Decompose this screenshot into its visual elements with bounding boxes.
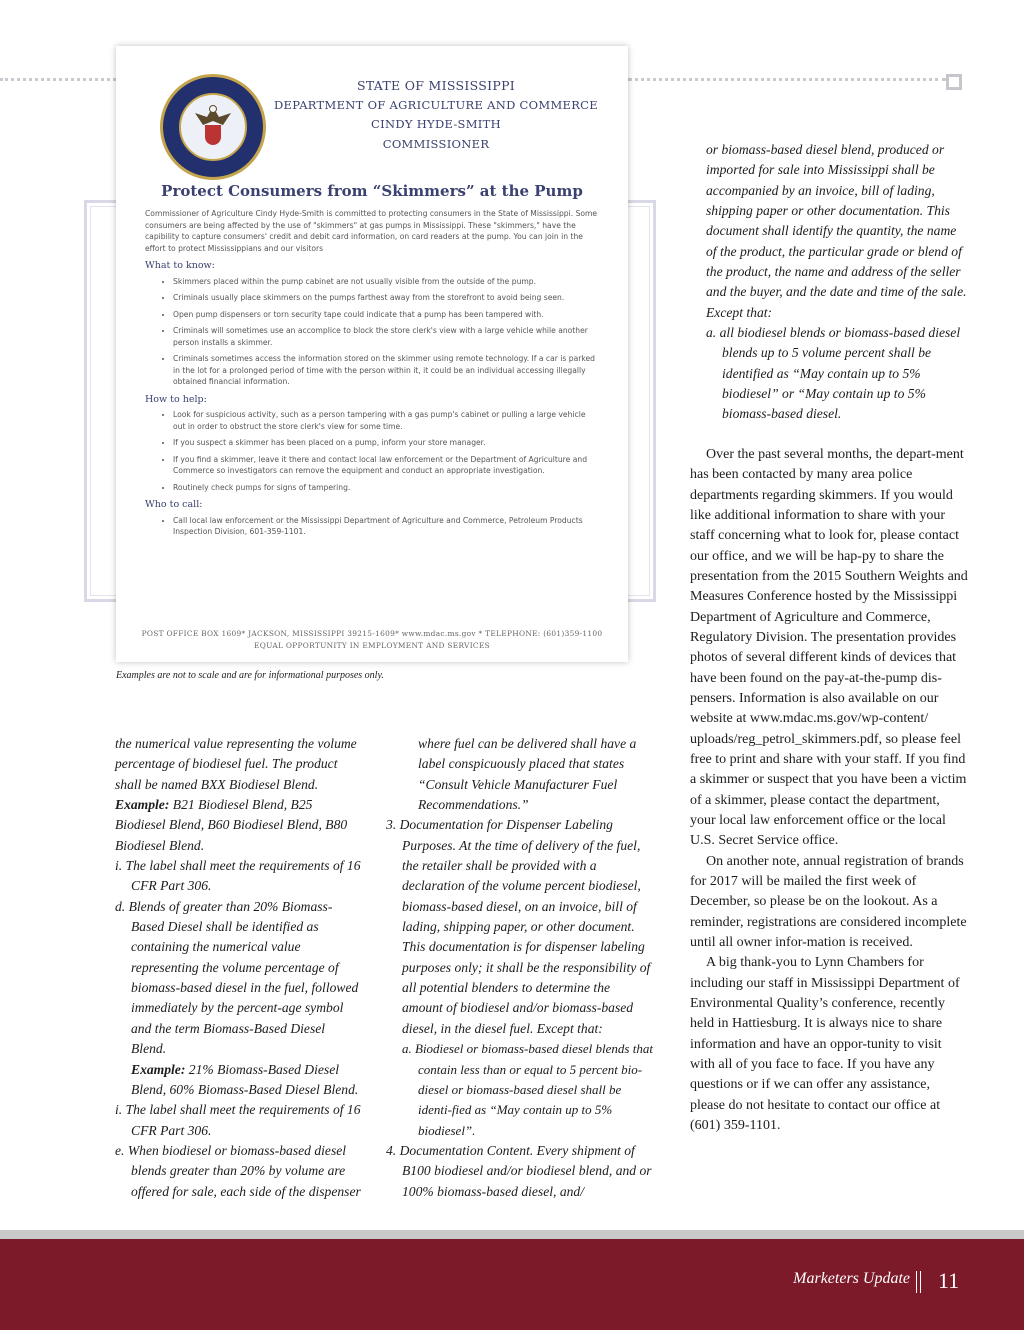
flyer-header-line: STATE OF MISSISSIPPI <box>356 78 516 93</box>
col2-paragraph: where fuel can be delivered shall have a label conspicuously placed that states “Consult Vehicle Manufacturer Fuel Recommendations.” <box>418 736 637 813</box>
flyer-header <box>266 76 606 154</box>
col3-paragraph: Over the past several months, the depart-ment has been contacted by many area police departments regarding skimmers. If you would like additional information to share with your staff concerning what to look for, please contact our office, and we will be hap-py to share the presentation from the 2015 Southern Weights and Measures Conference hosted by the Mississippi Department of Agriculture and Commerce, Regulatory Division. The presentation provides photos of several different kinds of devices that have been found on the pay-at-the-pump dis-pensers. Information is also available on our website at www.mdac.ms.gov/wp-content/ uploads/reg_petrol_skimmers.pdf, so please feel free to print and share with your staff. If you find a skimmer or suspect that you have been a victim of a skimmer, please contact the department, your local law enforcement office or the local U.S. Secret Service office. <box>690 446 968 849</box>
col1-example <box>115 1060 361 1101</box>
seal-shield <box>205 125 221 145</box>
list-item: • Criminals will sometimes use an accomplice to block the store clerk's view with a large vehicle while another person installs a skimmer. <box>173 325 599 348</box>
page-number: 11 <box>938 1268 960 1293</box>
column-3 <box>690 140 968 1137</box>
col1-item-e: e. When biodiesel or biomass-based diesel blends greater than 20% by volume are offered for sale, each side of the dispenser <box>115 1142 361 1199</box>
col2-item-3a: a. Biodiesel or biomass-based diesel blends that contain less than or equal to 5 percent bio-diesel or biomass-based diesel shall be identi-fied as “May contain up to 5% biodiesel”. <box>402 1041 653 1138</box>
flyer-header-line: COMMISSIONER <box>382 136 490 151</box>
example-text: 21% Biomass-Based Diesel Blend, 60% Biomass-Based Diesel Blend. <box>131 1061 359 1097</box>
flyer-footer <box>116 628 628 651</box>
col2-item-4: 4. Documentation Content. Every shipment of B100 biodiesel and/or biodiesel blend, and or 100% biomass-based diesel, and/ <box>386 1142 652 1199</box>
state-seal-icon <box>160 74 266 180</box>
flyer-title: Protect Consumers from “Skimmers” at the Pump <box>161 182 583 200</box>
flyer-footer-line: POST OFFICE BOX 1609* JACKSON, MISSISSIPPI 39215-1609* www.mdac.ms.gov * TELEPHONE: (601)359-1100 <box>141 629 603 638</box>
col1-sub-item: i. The label shall meet the requirements of 16 CFR Part 306. <box>115 1102 361 1138</box>
list-item: • Skimmers placed within the pump cabinet are not usually visible from the outside of the pump. <box>173 276 599 288</box>
top-dotted-rule-right <box>628 78 946 81</box>
flyer-body <box>145 208 599 543</box>
list-item: • Open pump dispensers or torn security tape could indicate that a pump has been tampered with. <box>173 309 599 321</box>
example-label: Example: <box>115 797 170 813</box>
flyer-header-line: DEPARTMENT OF AGRICULTURE AND COMMERCE <box>274 97 598 112</box>
flyer-call-list <box>145 515 599 538</box>
col3-paragraph: A big thank-you to Lynn Chambers for including our staff in Mississippi Department of Environmental Quality’s conference, recently held in Hattiesburg. It is always nice to share information and have an oppor-tunity to visit with all of you face to face. If you have any questions or if we can offer any assistance, please do not hesitate to contact our office at (601) 359-1101. <box>690 955 960 1134</box>
col1-item-d: d. Blends of greater than 20% Biomass-Based Diesel shall be identified as containing the numerical value representing the volume percentage of biomass-based diesel in the fuel, followed immediately by the percent-age symbol and the term Biomass-Based Diesel Blend. <box>115 898 359 1057</box>
col1-sub-item: i. The label shall meet the requirements of 16 CFR Part 306. <box>115 858 361 894</box>
col3-top-text: or biomass-based diesel blend, produced or imported for sale into Mississippi shall be accompanied by an invoice, bill of lading, shipping paper or other documentation. This document shall identify the quantity, the name of the product, the particular grade or blend of the product, the name and address of the seller and the buyer, and the date and time of the sale. Except that: <box>706 142 967 320</box>
column-2 <box>386 734 654 1202</box>
col2-item-3: 3. Documentation for Dispenser Labeling Purposes. At the time of delivery of the fuel, the retailer shall be provided with a declaration of the volume percent biodiesel, biomass-based diesel, on an invoice, bill of lading, shipping paper, or other document. This documentation is for dispenser labeling purposes only; it shall be the responsibility of all potential blenders to determine the amount of biodiesel and/or biomass-based diesel, in the diesel fuel. Except that: <box>386 817 651 1036</box>
flyer-call-heading: Who to call: <box>145 499 203 510</box>
flyer-footer-line: EQUAL OPPORTUNITY IN EMPLOYMENT AND SERVICES <box>254 640 490 650</box>
flyer-intro: Commissioner of Agriculture Cindy Hyde-Smith is committed to protecting consumers in the State of Mississippi. Some consumers are being affected by the use of "skimmers" at gas pumps in Mississippi. These "skimmers," have the capibility to capture consumers' credit and debit card information, on card readers at the pump. You can join in the effort to protect Mississippians and our visitors <box>145 209 598 253</box>
image-caption: Examples are not to scale and are for informational purposes only. <box>116 670 384 681</box>
skimmer-flyer <box>116 46 628 662</box>
list-item: • Routinely check pumps for signs of tampering. <box>173 482 599 494</box>
example-label: Example: <box>131 1061 186 1077</box>
column-1 <box>115 734 361 1202</box>
flyer-know-list <box>145 276 599 388</box>
list-item: • Look for suspicious activity, such as a person tampering with a gas pump's cabinet or pulling a large vehicle out in order to obstruct the store clerk's view for some time. <box>173 409 599 432</box>
list-item: • Call local law enforcement or the Mississippi Department of Agriculture and Commerce, Petroleum Products Inspection Division, 601-359-1101. <box>173 515 599 538</box>
flyer-header-line: CINDY HYDE-SMITH <box>371 117 501 131</box>
footer-separator <box>916 1271 921 1293</box>
seal-center <box>179 93 247 161</box>
col3-paragraph: On another note, annual registration of brands for 2017 will be mailed the first week of December, so please be on the lookout. As a reminder, registrations are considered incomplete until all owner infor-mation is received. <box>690 853 967 951</box>
list-item: • Criminals usually place skimmers on the pumps farthest away from the storefront to avoid being seen. <box>173 292 599 304</box>
list-item: • Criminals sometimes access the information stored on the skimmer using remote technology. If a car is parked in the lot for a prolonged period of time with the person within it, it could be an individual accessing illegally obtained financial information. <box>173 353 599 388</box>
col1-example <box>115 795 361 856</box>
top-dotted-rule-left <box>0 78 116 81</box>
flyer-help-heading: How to help: <box>145 393 207 405</box>
example-text: B21 Biodiesel Blend, B25 Biodiesel Blend, B60 Biodiesel Blend, B80 Biodiesel Blend. <box>115 797 348 853</box>
flyer-help-list <box>145 409 599 493</box>
flyer-know-heading: What to know: <box>145 260 215 271</box>
col3-top-item-a: a. all biodiesel blends or biomass-based diesel blends up to 5 volume percent shall be identified as “May contain up to 5% biodiesel” or “May contain up to 5% biomass-based diesel. <box>706 325 961 422</box>
footer-grey-stripe <box>0 1230 1024 1239</box>
publication-name: Marketers Update <box>793 1270 910 1287</box>
rule-end-square <box>946 74 962 90</box>
list-item: • If you suspect a skimmer has been placed on a pump, inform your store manager. <box>173 437 599 449</box>
list-item: • If you find a skimmer, leave it there and contact local law enforcement or the Department of Agriculture and Commerce so investigators can remove the equipment and conduct an appropriate investigation. <box>173 454 599 477</box>
col1-paragraph: the numerical value representing the volume percentage of biodiesel fuel. The product shall be named BXX Biodiesel Blend. <box>115 736 357 792</box>
